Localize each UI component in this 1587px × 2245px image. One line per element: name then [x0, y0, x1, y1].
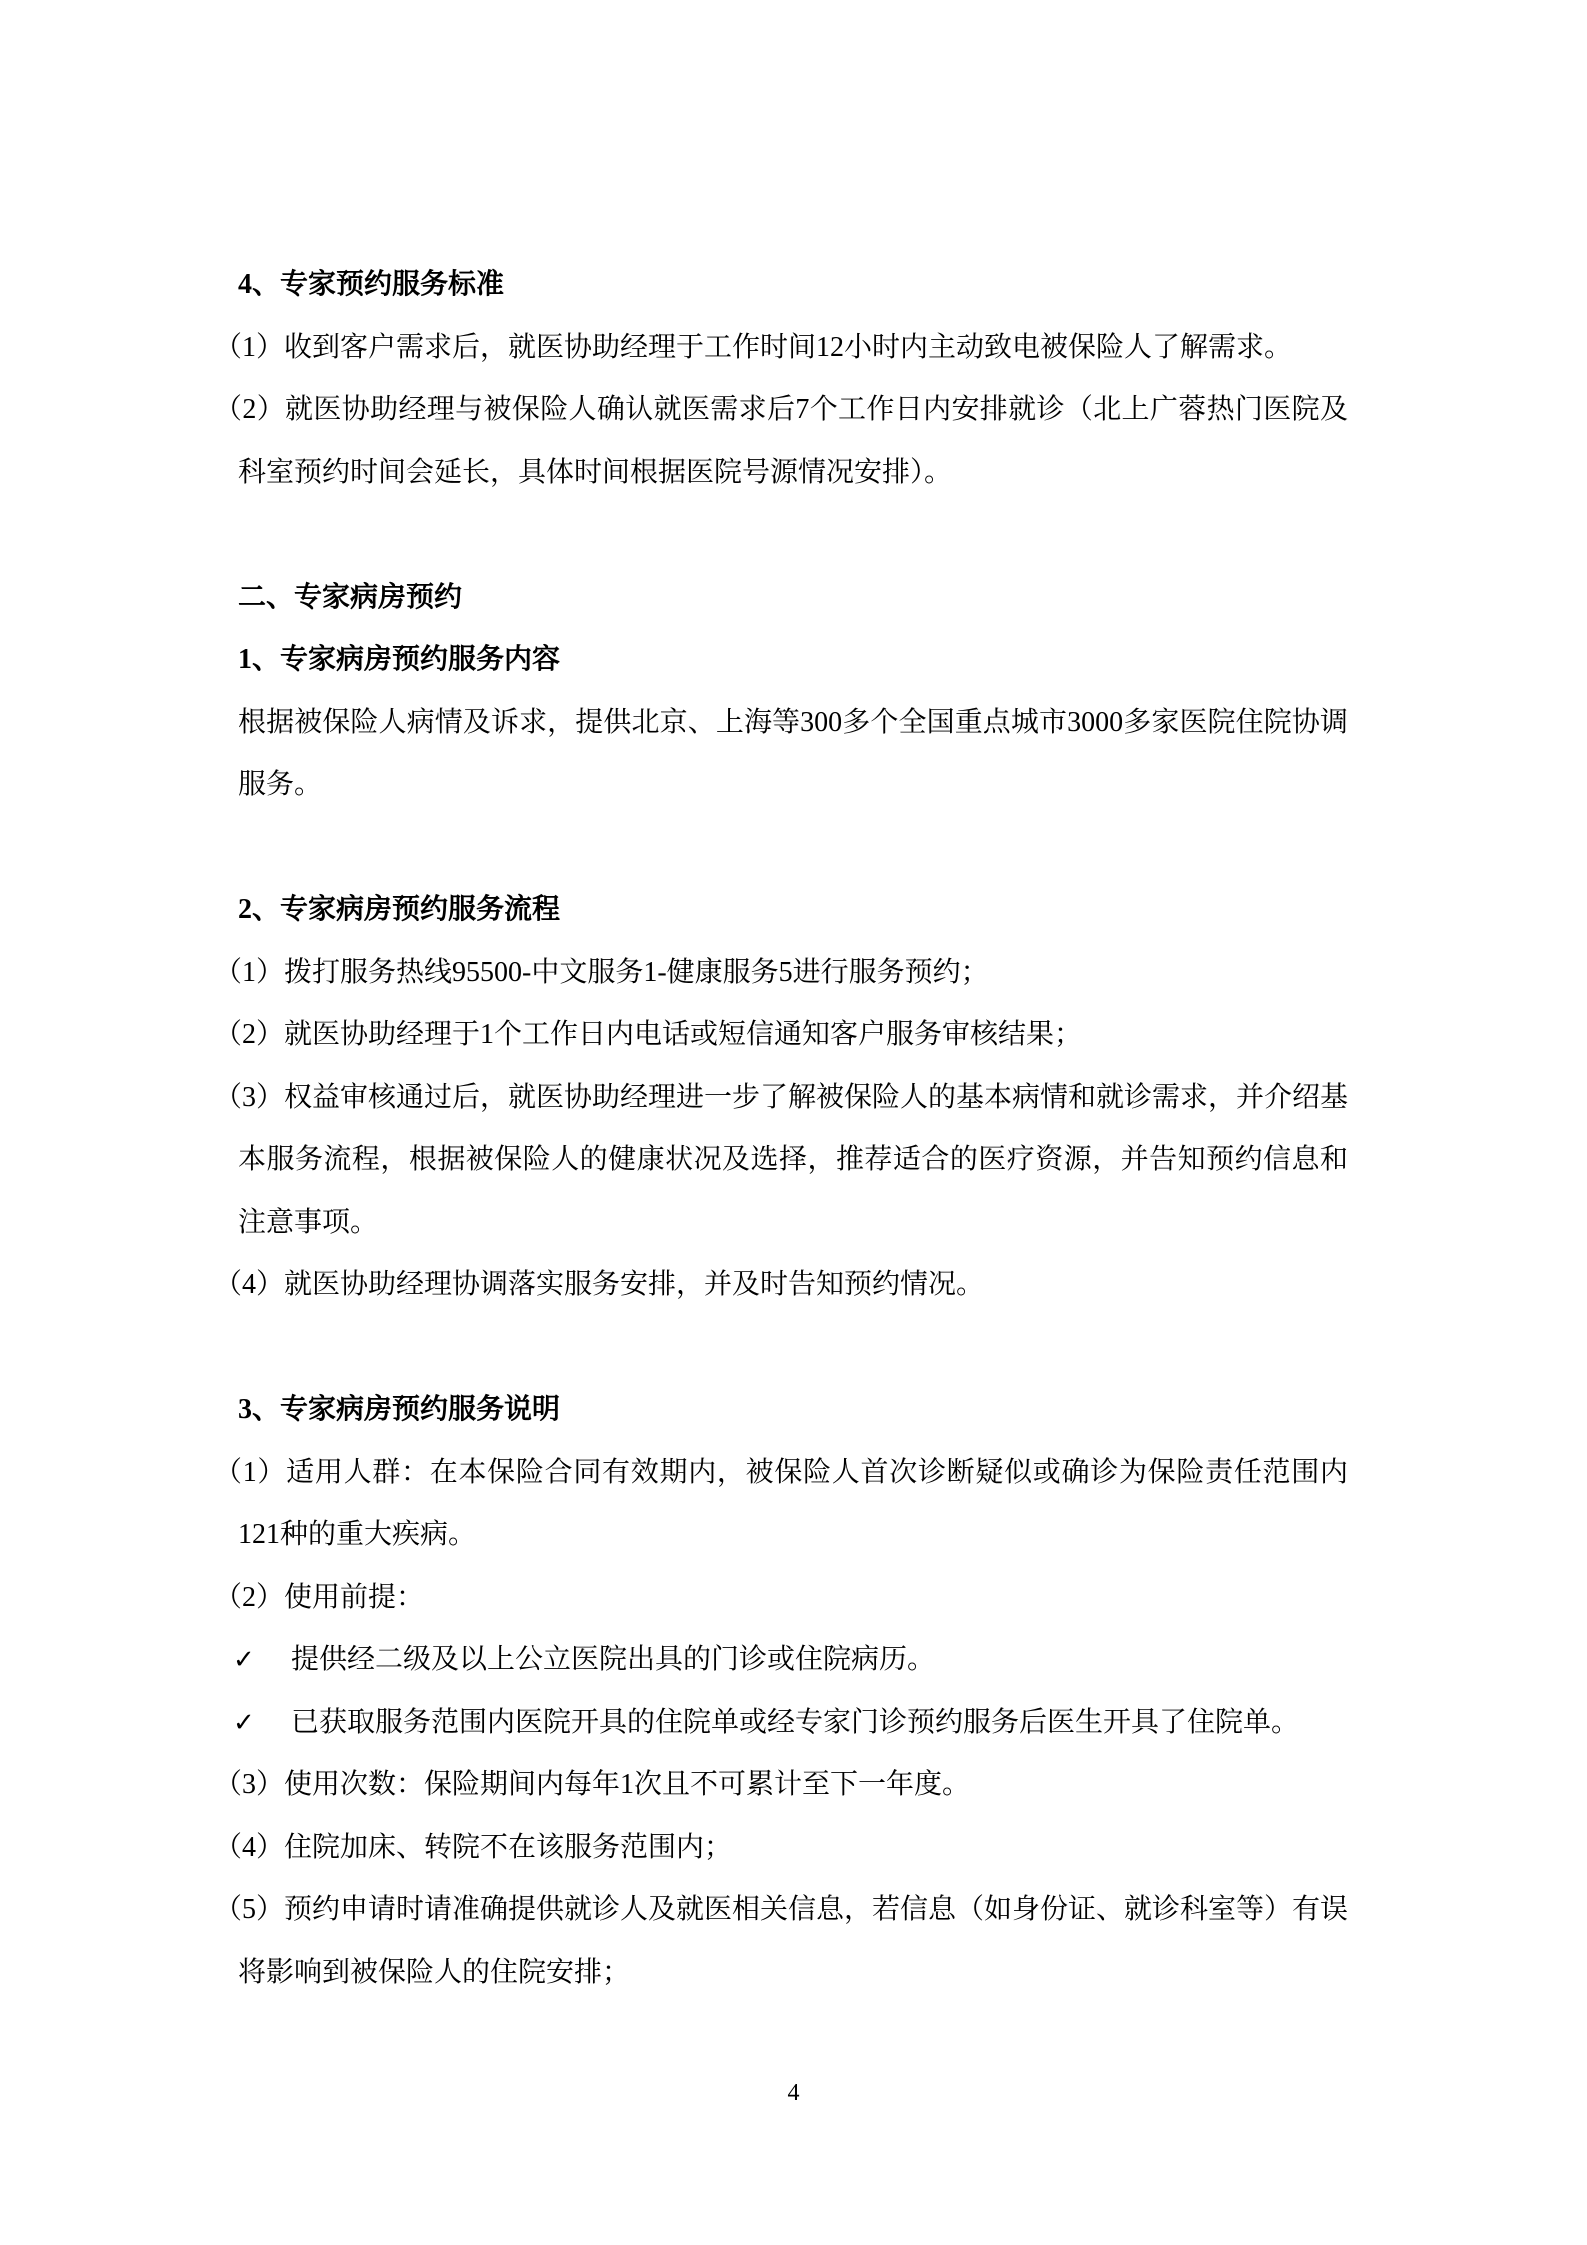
paragraph: （2）就医协助经理与被保险人确认就医需求后7个工作日内安排就诊（北上广蓉热门医院及科室预约时间会延长，具体时间根据医院号源情况安排）。	[214, 394, 1348, 488]
page-number: 4	[787, 2080, 800, 2106]
paragraph: （2）就医协助经理于1个工作日内电话或短信通知客户服务审核结果；	[214, 1019, 1083, 1050]
check-list-item	[233, 1629, 1348, 1692]
checkmark-icon: ✓	[233, 1645, 255, 1675]
paragraph: （3）权益审核通过后，就医协助经理进一步了解被保险人的基本病情和就诊需求，并介绍基本服务流程，根据被保险人的健康状况及选择，推荐适合的医疗资源，并告知预约信息和注意事项。	[214, 1081, 1349, 1238]
document-body	[214, 254, 1349, 2004]
checkmark-icon: ✓	[233, 1707, 255, 1738]
section-heading: 二、专家病房预约	[238, 581, 463, 613]
check-item-text: 已获取服务范围内医院开具的住院单或经专家门诊预约服务后医生开具了住院单。	[291, 1706, 1300, 1738]
section-heading: 2、专家病房预约服务流程	[238, 894, 561, 925]
paragraph: （1）适用人群：在本保险合同有效期内，被保险人首次诊断疑似或确诊为保险责任范围内121种的重大疾病。	[214, 1456, 1348, 1550]
paragraph: （1）拨打服务热线95500-中文服务1-健康服务5进行服务预约；	[214, 956, 989, 988]
section-heading: 4、专家预约服务标准	[238, 269, 505, 300]
section-heading: 1、专家病房预约服务内容	[238, 644, 561, 675]
paragraph: 根据被保险人病情及诉求，提供北京、上海等300多个全国重点城市3000多家医院住院协调服务。	[238, 706, 1348, 800]
paragraph: （4）就医协助经理协调落实服务安排，并及时告知预约情况。	[214, 1269, 985, 1300]
paragraph: （1）收到客户需求后，就医协助经理于工作时间12小时内主动致电被保险人了解需求。	[214, 331, 1293, 363]
section-heading: 3、专家病房预约服务说明	[238, 1394, 561, 1425]
check-item-text: 提供经二级及以上公立医院出具的门诊或住院病历。	[291, 1644, 936, 1675]
paragraph: （2）使用前提：	[214, 1581, 425, 1613]
paragraph: （3）使用次数：保险期间内每年1次且不可累计至下一年度。	[214, 1769, 971, 1800]
paragraph: （5）预约申请时请准确提供就诊人及就医相关信息，若信息（如身份证、就诊科室等）有误将影响到被保险人的住院安排；	[214, 1894, 1349, 1988]
paragraph: （4）住院加床、转院不在该服务范围内；	[214, 1831, 733, 1863]
check-list-item	[233, 1692, 1348, 1755]
